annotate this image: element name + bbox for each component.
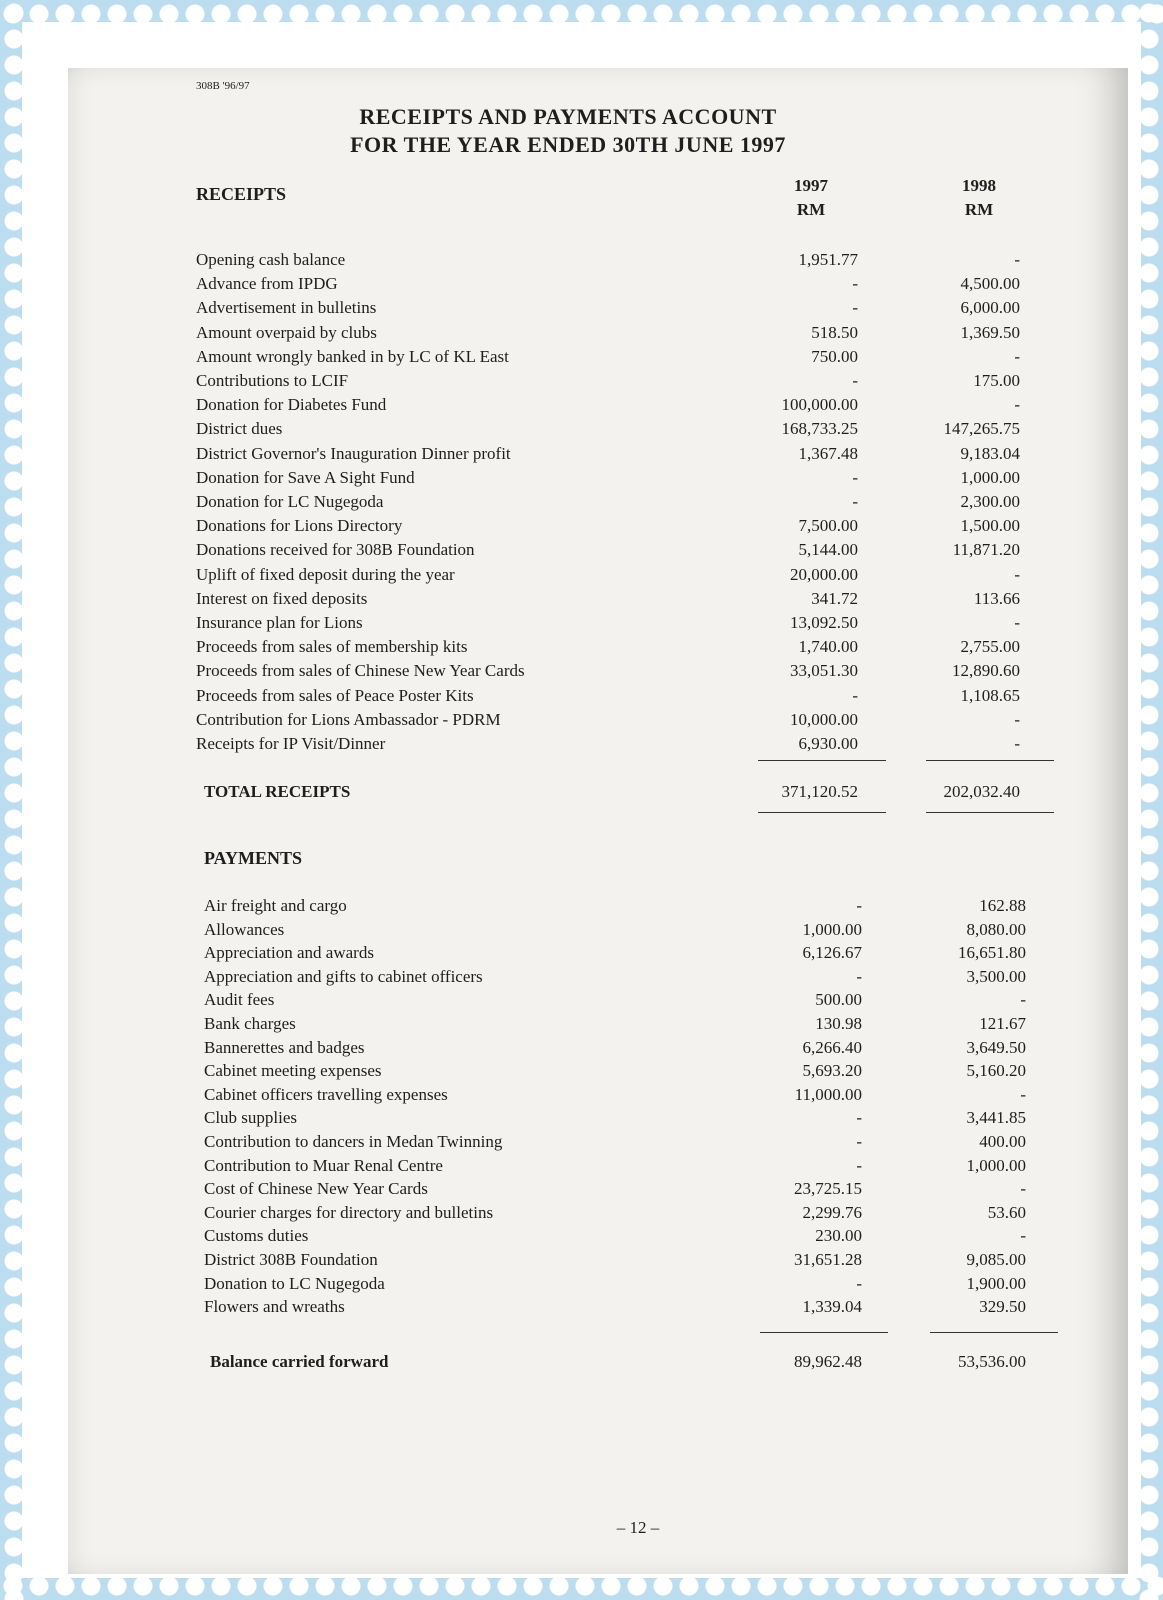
payment-row-1998: 3,500.00 — [966, 966, 1026, 986]
receipt-row — [68, 395, 1068, 417]
receipt-row-1997: 6,930.00 — [798, 734, 858, 753]
payment-row-label: Appreciation and awards — [204, 943, 374, 963]
rule-receipts-1998-top — [926, 760, 1054, 761]
payment-row-label: Courier charges for directory and bulletins — [204, 1202, 494, 1222]
payment-row-1997: - — [856, 1155, 862, 1175]
payment-row-1997: 1,000.00 — [802, 919, 862, 939]
payment-row-1997: 2,299.76 — [802, 1202, 862, 1222]
payment-row-label: Donation to LC Nugegoda — [204, 1273, 385, 1293]
payment-row-1998: 162.88 — [979, 896, 1026, 915]
receipt-row-1997: - — [852, 371, 858, 390]
receipt-row-label: Donation for LC Nugegoda — [196, 492, 384, 511]
receipts-heading: RECEIPTS — [196, 184, 287, 204]
payment-row-label: Club supplies — [204, 1108, 298, 1128]
receipt-row-1997: 20,000.00 — [790, 564, 858, 584]
receipt-row-1998: 1,500.00 — [960, 516, 1020, 536]
receipt-row-1997: - — [852, 467, 858, 487]
receipt-row — [68, 686, 1068, 708]
receipt-row-1998: 4,500.00 — [960, 274, 1020, 294]
receipt-row-1997: - — [852, 492, 858, 511]
document-subtitle: FOR THE YEAR ENDED 30TH JUNE 1997 — [350, 132, 786, 157]
payment-row-1998: 400.00 — [979, 1132, 1026, 1151]
payment-row-label: Allowances — [204, 919, 285, 939]
receipt-row — [68, 323, 1068, 345]
payment-row-1997: 6,126.67 — [802, 943, 862, 963]
receipt-row-1997: 1,367.48 — [798, 443, 858, 463]
receipt-row — [68, 444, 1068, 466]
payment-row-1998: 1,900.00 — [966, 1273, 1026, 1293]
receipt-row — [68, 419, 1068, 441]
rule-receipts-1998-bottom — [926, 812, 1054, 813]
payment-row-label: Air freight and cargo — [204, 896, 347, 915]
column-currency-1998: RM — [964, 200, 994, 219]
document-page — [68, 68, 1128, 1574]
payment-row-label: Cabinet officers travelling expenses — [204, 1084, 448, 1104]
payment-row-label: Contribution to Muar Renal Centre — [204, 1155, 443, 1175]
receipt-row — [68, 298, 1068, 320]
payment-row — [68, 896, 1068, 918]
payment-row-1998: 9,085.00 — [966, 1250, 1026, 1269]
balance-1997: 89,962.48 — [794, 1352, 862, 1371]
receipt-row-1997: 33,051.30 — [790, 661, 858, 681]
receipt-row — [68, 565, 1068, 587]
rule-receipts-1997-bottom — [758, 812, 886, 813]
receipt-row-1998: 1,369.50 — [960, 322, 1020, 342]
payment-row-1998: 3,441.85 — [966, 1108, 1026, 1128]
receipt-row-1998: - — [1014, 564, 1020, 584]
receipt-row-label: Donation for Diabetes Fund — [196, 395, 387, 415]
receipt-row — [68, 516, 1068, 538]
receipt-row-1998: - — [1014, 250, 1020, 269]
payment-row — [68, 943, 1068, 965]
payment-row-1997: 500.00 — [815, 990, 862, 1010]
receipt-row — [68, 274, 1068, 296]
receipt-row — [68, 371, 1068, 393]
payment-row — [68, 1038, 1068, 1060]
payment-row-1997: 130.98 — [815, 1014, 862, 1033]
receipt-row-1997: 518.50 — [811, 322, 858, 342]
receipt-row-label: District dues — [196, 419, 283, 439]
payment-row — [68, 1203, 1068, 1225]
payment-row-1997: 5,693.20 — [802, 1061, 862, 1081]
receipt-row-label: Amount wrongly banked in by LC of KL East — [196, 346, 509, 366]
receipt-row-1998: - — [1014, 734, 1020, 753]
receipt-row — [68, 710, 1068, 732]
balance-row — [68, 1352, 1068, 1374]
receipt-row — [68, 492, 1068, 514]
payment-row-label: Appreciation and gifts to cabinet officers — [204, 966, 483, 986]
payment-row-label: Bank charges — [204, 1014, 296, 1033]
payment-row-label: Customs duties — [204, 1226, 309, 1246]
payment-row-1997: - — [856, 1108, 862, 1128]
receipt-row — [68, 589, 1068, 611]
payment-row-label: Flowers and wreaths — [204, 1297, 345, 1317]
document-title: RECEIPTS AND PAYMENTS ACCOUNT — [359, 104, 777, 129]
document-reference: 308B '96/97 — [196, 80, 250, 92]
receipt-row — [68, 250, 1068, 272]
receipt-row-1998: - — [1014, 346, 1020, 366]
receipt-row-label: Interest on fixed deposits — [196, 588, 368, 608]
balance-1998: 53,536.00 — [958, 1352, 1026, 1371]
payment-row-label: Audit fees — [204, 990, 275, 1010]
receipt-row-1998: - — [1014, 613, 1020, 632]
payment-row-1997: - — [856, 1132, 862, 1151]
receipt-row-1998: 9,183.04 — [960, 443, 1020, 463]
receipt-row-1998: 1,000.00 — [960, 467, 1020, 487]
balance-label: Balance carried forward — [210, 1352, 389, 1371]
payment-row-1998: - — [1020, 1179, 1026, 1199]
rule-payments-1998 — [930, 1332, 1058, 1333]
receipt-row-label: Donation for Save A Sight Fund — [196, 467, 415, 487]
receipt-row-label: Receipts for IP Visit/Dinner — [196, 734, 386, 753]
payment-row-1997: - — [856, 1273, 862, 1293]
payment-row-1998: 121.67 — [979, 1014, 1026, 1033]
payment-row-1998: 329.50 — [979, 1297, 1026, 1317]
receipt-row-1997: 1,740.00 — [798, 637, 858, 657]
payment-row-label: Cabinet meeting expenses — [204, 1061, 382, 1081]
payment-row-1998: 8,080.00 — [966, 919, 1026, 939]
receipt-row-label: Uplift of fixed deposit during the year — [196, 564, 455, 584]
receipt-row-1997: 100,000.00 — [781, 395, 858, 415]
receipt-row — [68, 347, 1068, 369]
rule-payments-1997 — [760, 1332, 888, 1333]
receipt-row-label: Contributions to LCIF — [196, 371, 349, 390]
payment-row — [68, 1061, 1068, 1083]
payment-row — [68, 920, 1068, 942]
payment-row-1998: 3,649.50 — [966, 1037, 1026, 1057]
payment-row — [68, 1250, 1068, 1272]
total-receipts-label: TOTAL RECEIPTS — [204, 782, 351, 801]
payment-row-1997: - — [856, 896, 862, 915]
payment-row-label: Bannerettes and badges — [204, 1037, 365, 1057]
receipt-row-label: Advertisement in bulletins — [196, 298, 377, 318]
payment-row-1998: - — [1020, 1084, 1026, 1104]
receipt-row-1997: 13,092.50 — [790, 613, 858, 632]
receipt-row-label: Proceeds from sales of Peace Poster Kits — [196, 685, 474, 705]
payment-row-label: Contribution to dancers in Medan Twinning — [204, 1132, 503, 1151]
payment-row-1998: 16,651.80 — [958, 943, 1026, 963]
receipt-row-1998: 175.00 — [973, 371, 1020, 390]
payment-row — [68, 1297, 1068, 1319]
payment-row-1997: 1,339.04 — [802, 1297, 862, 1317]
payment-row — [68, 1108, 1068, 1130]
receipt-row-1997: - — [852, 685, 858, 705]
payment-row-1998: - — [1020, 1226, 1026, 1246]
receipt-row-1998: 2,300.00 — [960, 492, 1020, 511]
receipt-row — [68, 637, 1068, 659]
receipt-row-label: Proceeds from sales of membership kits — [196, 637, 468, 657]
receipt-row-1998: 6,000.00 — [960, 298, 1020, 318]
receipt-row-1998: 11,871.20 — [952, 540, 1020, 560]
receipt-row-1997: - — [852, 298, 858, 318]
payment-row-1997: 6,266.40 — [802, 1037, 862, 1057]
column-header-1998: 1998 — [962, 176, 996, 195]
page-number: – 12 – — [616, 1518, 660, 1537]
receipt-row-label: Advance from IPDG — [196, 274, 338, 294]
payment-row-1997: 230.00 — [815, 1226, 862, 1246]
receipt-row — [68, 540, 1068, 562]
receipt-row — [68, 613, 1068, 635]
receipt-row — [68, 734, 1068, 756]
receipt-row — [68, 468, 1068, 490]
payment-row — [68, 1226, 1068, 1248]
payment-row-1997: - — [856, 966, 862, 986]
receipt-row-1998: 12,890.60 — [952, 661, 1020, 681]
column-currency-1997: RM — [796, 200, 826, 219]
receipt-row-1997: - — [852, 274, 858, 294]
payment-row-1998: - — [1020, 990, 1026, 1010]
receipt-row-1997: 1,951.77 — [798, 250, 858, 269]
payment-row — [68, 1156, 1068, 1178]
receipt-row-1998: 2,755.00 — [960, 637, 1020, 657]
payment-row-1998: 53.60 — [987, 1202, 1026, 1222]
total-receipts-1997: 371,120.52 — [781, 782, 858, 801]
receipt-row-1997: 341.72 — [811, 588, 858, 608]
payment-row-1997: 31,651.28 — [794, 1250, 862, 1269]
receipt-row-label: Proceeds from sales of Chinese New Year Cards — [196, 661, 525, 681]
total-receipts-1998: 202,032.40 — [943, 782, 1020, 801]
total-receipts-row — [68, 782, 1068, 804]
payment-row — [68, 1132, 1068, 1154]
payment-row — [68, 1014, 1068, 1036]
receipt-row-label: Opening cash balance — [196, 250, 346, 269]
payment-row-label: Cost of Chinese New Year Cards — [204, 1179, 428, 1199]
receipt-row-1998: - — [1014, 709, 1020, 729]
receipt-row-label: District Governor's Inauguration Dinner profit — [196, 443, 511, 463]
payment-row — [68, 1179, 1068, 1201]
receipt-row-1997: 750.00 — [811, 346, 858, 366]
payment-row — [68, 967, 1068, 989]
receipt-row-1997: 168,733.25 — [781, 419, 858, 439]
receipt-row-1997: 10,000.00 — [790, 709, 858, 729]
receipt-row-1998: - — [1014, 395, 1020, 415]
receipt-row-label: Insurance plan for Lions — [196, 613, 363, 632]
receipt-row-label: Amount overpaid by clubs — [196, 322, 377, 342]
column-header-1997: 1997 — [794, 176, 828, 195]
receipt-row-1998: 147,265.75 — [943, 419, 1020, 439]
receipt-row-1998: 1,108.65 — [960, 685, 1020, 705]
receipt-row-label: Contribution for Lions Ambassador - PDRM — [196, 709, 501, 729]
payment-row — [68, 1085, 1068, 1107]
photo-frame — [22, 22, 1141, 1578]
receipt-row-label: Donations for Lions Directory — [196, 516, 403, 536]
payment-row — [68, 1274, 1068, 1296]
payment-row-1997: 23,725.15 — [794, 1179, 862, 1199]
receipt-row — [68, 661, 1068, 683]
receipt-row-label: Donations received for 308B Foundation — [196, 540, 475, 560]
receipt-row-1997: 5,144.00 — [798, 540, 858, 560]
payment-row — [68, 990, 1068, 1012]
payment-row-1998: 5,160.20 — [966, 1061, 1026, 1081]
payment-row-1998: 1,000.00 — [966, 1155, 1026, 1175]
receipt-row-1998: 113.66 — [973, 588, 1020, 608]
payments-heading: PAYMENTS — [204, 848, 303, 868]
payment-row-1997: 11,000.00 — [794, 1084, 862, 1104]
payment-row-label: District 308B Foundation — [204, 1250, 378, 1269]
receipt-row-1997: 7,500.00 — [798, 516, 858, 536]
rule-receipts-1997-top — [758, 760, 886, 761]
